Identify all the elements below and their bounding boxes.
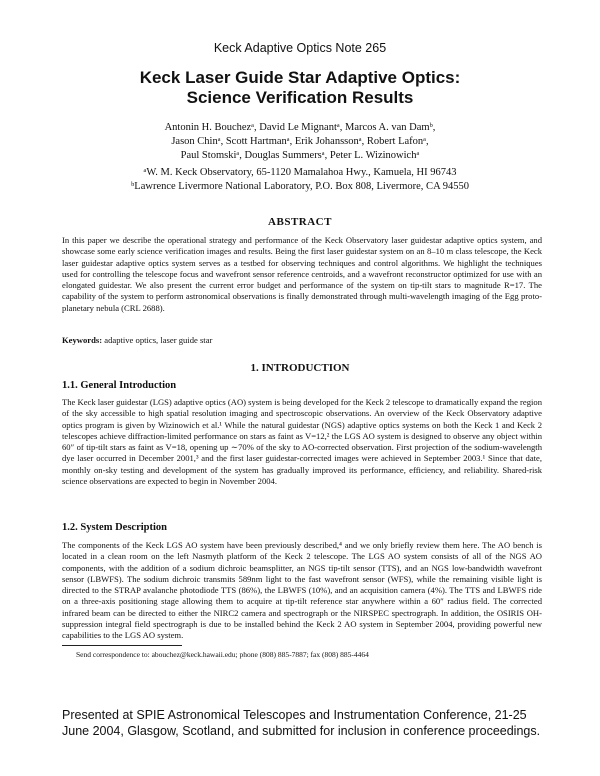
author-list [60,121,540,163]
abstract-text: In this paper we describe the operational strategy and performance of the Keck Observatory laser guidestar adaptive optics system, and showcase some early science verification images and results. Being the first laser guidestar system on an 8–10 m class telescope, the Keck laser guidestar adaptive optics system serves as a testbed for observing techniques and control algorithms. We highlight the techniques used for controlling the telescope focus and wavefront sensor reference centroids, and a wavefront reconstructor optimized for use with an elongated guidestar. We also present the current error budget and performance of the system on tip-tilt stars to magnitude R=17. The capability of the system to perform astronomical observations is finally demonstrated through multi-wavelength imaging of the Egg proto-planetary nebula (CRL 2688). [62,235,542,313]
title-line-2: Science Verification Results [186,88,414,107]
affiliation-a: ᵃW. M. Keck Observatory, 65-1120 Mamalahoa Hwy., Kamuela, HI 96743 [143,167,457,178]
authors-line-2: Jason Chinᵃ, Scott Hartmanᵃ, Erik Johanssonᵃ, Robert Lafonᵃ, [171,136,429,147]
footnote-rule [62,645,182,646]
subsection-heading-system: 1.2. System Description [62,522,167,533]
subsection-heading-general: 1.1. General Introduction [62,380,177,391]
authors-line-1: Antonin H. Bouchezᵃ, David Le Mignantᵃ, Marcos A. van Damᵇ, [164,122,436,133]
presentation-note [62,707,562,739]
affiliations [60,166,540,194]
section-heading-introduction: 1. INTRODUCTION [250,362,350,374]
paper-title [40,68,560,108]
abstract-heading: ABSTRACT [268,216,332,228]
title-line-1: Keck Laser Guide Star Adaptive Optics: [139,68,461,87]
correspondence-note: Send correspondence to: abouchez@keck.hawaii.edu; phone (808) 885-7887; fax (808) 885-4464 [76,650,369,659]
system-description-text: The components of the Keck LGS AO system have been previously described,⁴ and we only briefly review them here. The AO bench is located in a clean room on the left Nasmyth platform of the Keck 2 telescope. The LGS AO system consists of all of the NGS AO components, with the addition of a sodium dichroic beamsplitter, an NGS tip-tilt sensor (TTS), and an NGS low-bandwidth wavefront sensor (LBWFS). The sodium dichroic transmits 589nm light to the fast wavefront sensor (WFS), while the remaining visible light is directed to the STRAP avalanche photodiode TTS (86%), the LBWFS (10%), and an acquisition camera (4%). The TTS and LBWFS ride on a three-axis positioning stage allowing them to acquire at tip-tilt reference star anywhere within a 60″ radius field. The corrected infrared beam can be directed to either the NIRC2 camera and spectrograph or the NIRSPEC spectrograph. In addition, the OSIRIS OH-suppression integral field spectrograph is due to be installed behind the Keck 2 AO system in September 2004, providing powerful new capabilities to the LGS AO system. [62,540,542,641]
header-note: Keck Adaptive Optics Note 265 [213,41,387,55]
general-introduction-text: The Keck laser guidestar (LGS) adaptive optics (AO) system is being developed for the Keck 2 telescope to dramatically expand the region of the sky accessible to high spatial resolution imaging and spectroscopic observations. An overview of the Keck Observatory adaptive optics program is given by Wizinowich et al.¹ While the natural guidestar (NGS) adaptive optics systems on both the Keck 1 and Keck 2 telescopes achieve diffraction-limited performance on stars as faint as V=12,² the LGS AO system is designed to observe any object within 60″ of tip-tilt stars as faint as V=18, opening up ∼70% of the sky to AO-corrected observation. First projection of the sodium-wavelength dye laser occurred in December 2001,³ and the first laser guidestar-corrected images were achieved in September 2003.¹ Since that date, monthly on-sky testing and development of the system has gradually improved its performance, efficiency, and reliability. Shared-risk science observations are expected to begin in November 2004. [62,397,542,487]
keywords-text: adaptive optics, laser guide star [104,335,213,345]
presentation-line-2: June 2004, Glasgow, Scotland, and submitted for inclusion in conference proceedings. [62,724,541,738]
affiliation-b: ᵇLawrence Livermore National Laboratory, P.O. Box 808, Livermore, CA 94550 [131,181,469,192]
keywords-label: Keywords: [62,335,103,345]
authors-line-3: Paul Stomskiᵃ, Douglas Summersᵃ, Peter L. Wizinowichᵃ [180,150,420,161]
keywords [62,335,212,345]
presentation-line-1: Presented at SPIE Astronomical Telescopes and Instrumentation Conference, 21-25 [62,708,527,722]
